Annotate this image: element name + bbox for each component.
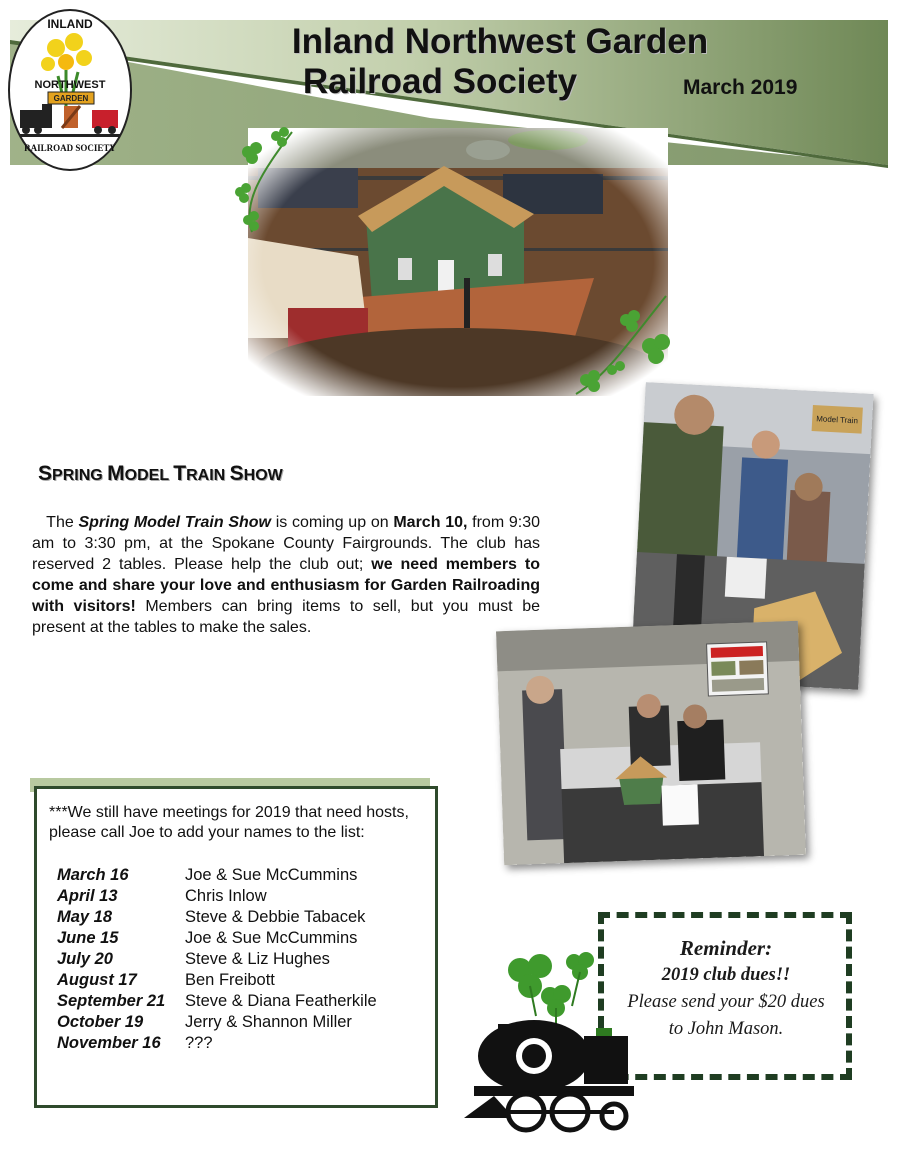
issue-date: March 2019 [683, 76, 798, 99]
article-text: The [46, 514, 79, 531]
meetings-intro: ***We still have meetings for 2019 that need hosts, please call Joe to add your names to the list: [49, 804, 409, 841]
article-text: from 9:30 am to 3:30 pm, at the Spokane County Fairgrounds. The club has reserved 2 tables. Please help the club out; [32, 514, 541, 573]
meeting-row [49, 907, 423, 928]
meeting-host: ??? [185, 1034, 213, 1052]
meeting-date: April 13 [57, 887, 118, 905]
logo-bottom-text: RAILROAD SOCIETY [24, 143, 116, 153]
meeting-host: Chris Inlow [185, 887, 267, 905]
meeting-date: November 16 [57, 1034, 161, 1052]
heading-part: PRING [52, 467, 108, 484]
meeting-host: Steve & Liz Hughes [185, 950, 330, 968]
show-date: March 10, [393, 514, 468, 531]
steam-locomotive-icon [464, 946, 644, 1138]
reminder-line-1: Please send your $20 dues [627, 992, 825, 1012]
logo-graphic [6, 6, 134, 174]
meeting-row [49, 928, 423, 949]
meeting-date: June 15 [57, 929, 119, 947]
article-body [32, 512, 540, 638]
reminder-line-2: to John Mason. [668, 1019, 784, 1039]
meeting-row [49, 1012, 423, 1033]
reminder-subtitle: 2019 club dues!! [661, 965, 791, 985]
meetings-box [34, 786, 438, 1108]
meeting-date: March 16 [57, 866, 129, 884]
shamrock-vine-right-icon [566, 276, 676, 400]
show-photo-bottom-graphic [496, 621, 806, 865]
meeting-date: October 19 [57, 1013, 144, 1031]
heading-part: S [229, 462, 244, 485]
article-heading [38, 462, 283, 486]
meetings-list [49, 865, 423, 1054]
show-photo-bottom [496, 621, 806, 865]
photo-sign-text: Model Train [815, 414, 859, 426]
reminder-title: Reminder: [679, 936, 773, 960]
heading-part: ODEL [124, 467, 174, 484]
title-line-2: Railroad Society [302, 62, 578, 101]
meeting-date: July 20 [57, 950, 113, 968]
heading-part: M [107, 462, 125, 485]
article-text: is coming up on [271, 514, 394, 531]
shamrock-icon [508, 952, 594, 1026]
logo-mid-text: NORTHWEST [34, 79, 106, 91]
heading-part: RAIN [186, 467, 230, 484]
meeting-row [49, 970, 423, 991]
meeting-host: Ben Freibott [185, 971, 275, 989]
meeting-host: Jerry & Shannon Miller [185, 1013, 352, 1031]
meeting-row [49, 991, 423, 1012]
meeting-host: Steve & Diana Featherkile [185, 992, 377, 1010]
meeting-row [49, 1033, 423, 1054]
heading-part: HOW [243, 467, 283, 484]
logo-badge-text: GARDEN [53, 94, 89, 103]
meeting-date: August 17 [57, 971, 137, 989]
meeting-host: Steve & Debbie Tabacek [185, 908, 366, 926]
meeting-row [49, 886, 423, 907]
train-clipart [464, 946, 644, 1138]
article-text: Members can bring items to sell, but you must be present at the tables to make the sales. [32, 598, 540, 636]
call-to-action: we need members to come and share your love and enthusiasm for Garden Railroading with visitors! [32, 556, 540, 615]
logo-top-text: INLAND [47, 17, 93, 31]
meeting-date: September 21 [57, 992, 166, 1010]
show-name: Spring Model Train Show [78, 514, 272, 531]
heading-part: T [173, 462, 187, 485]
society-logo [6, 6, 134, 174]
meeting-date: May 18 [57, 908, 113, 926]
meeting-row [49, 949, 423, 970]
meeting-row [49, 865, 423, 886]
title-line-1: Inland Northwest Garden [291, 22, 709, 61]
shamrock-vine-left-icon [232, 122, 312, 242]
heading-part: S [38, 462, 53, 485]
meeting-host: Joe & Sue McCummins [185, 929, 358, 947]
meeting-host: Joe & Sue McCummins [185, 866, 358, 884]
